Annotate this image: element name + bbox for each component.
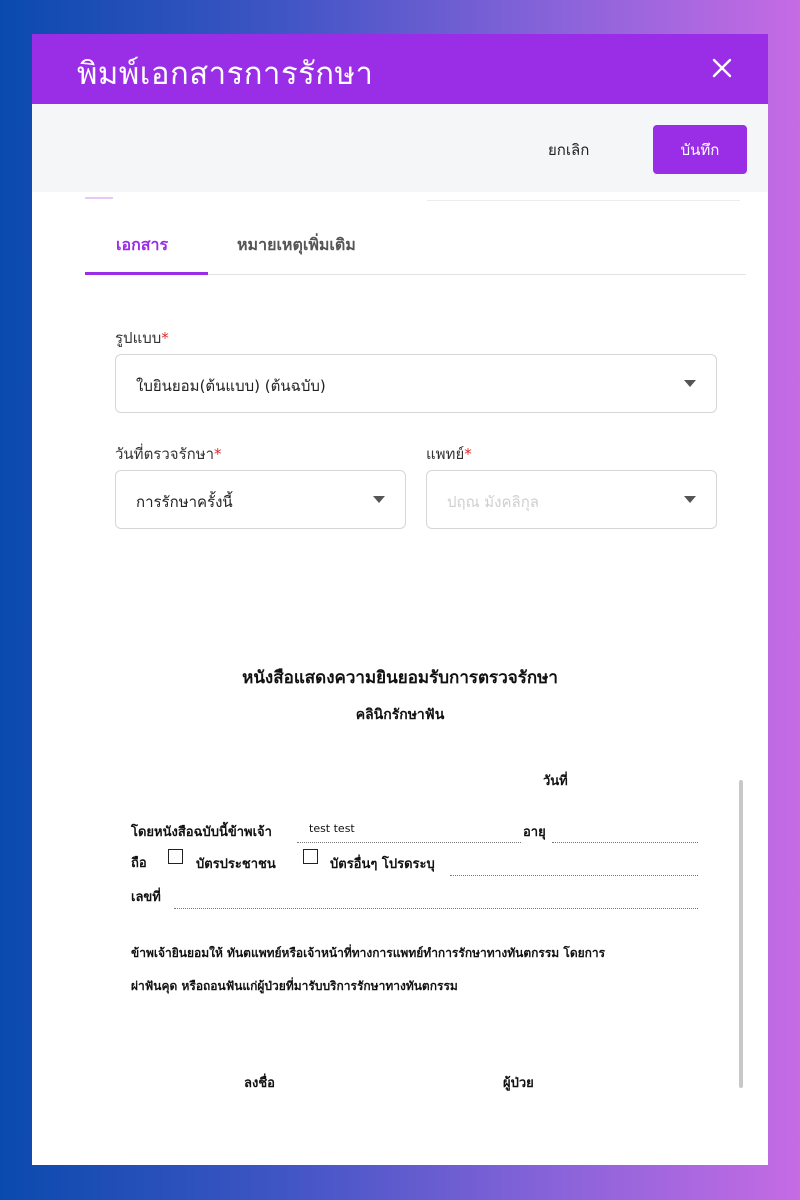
format-select[interactable] xyxy=(115,354,717,413)
other-card-checkbox[interactable] xyxy=(303,849,318,864)
other-card-line xyxy=(450,875,698,876)
chevron-down-icon xyxy=(684,496,696,503)
preview-scrollbar[interactable] xyxy=(739,780,743,1088)
tab-documents[interactable]: เอกสาร xyxy=(116,235,169,254)
patient-label: ผู้ป่วย xyxy=(503,1076,534,1091)
format-label xyxy=(115,326,169,350)
chevron-down-icon xyxy=(373,496,385,503)
required-mark: * xyxy=(464,445,472,463)
doctor-select-placeholder: ปฤณ มังคลิกุล xyxy=(447,493,539,511)
active-tab-indicator xyxy=(85,272,208,275)
sign-label: ลงชื่อ xyxy=(244,1076,275,1091)
dialog-header xyxy=(32,34,768,104)
number-label: เลขที่ xyxy=(131,890,161,905)
dialog-title: พิมพ์เอกสารการรักษา xyxy=(77,56,374,92)
divider xyxy=(427,200,740,201)
visit-date-select[interactable] xyxy=(115,470,406,529)
print-document-dialog xyxy=(32,34,768,1165)
patient-name-line xyxy=(297,842,521,843)
doctor-label-text: แพทย์ xyxy=(426,445,465,463)
doctor-label xyxy=(426,442,472,466)
age-label: อายุ xyxy=(523,825,546,840)
age-line xyxy=(552,842,698,843)
dialog-toolbar xyxy=(32,104,768,192)
other-card-label: บัตรอื่นๆ โปรดระบุ xyxy=(330,857,435,872)
number-line xyxy=(174,908,698,909)
document-subtitle: คลินิกรักษาฟัน xyxy=(355,707,445,723)
patient-name-value: test test xyxy=(309,822,355,835)
required-mark: * xyxy=(161,329,169,347)
doctor-select[interactable] xyxy=(426,470,717,529)
intro-label: โดยหนังสือฉบับนี้ข้าพเจ้า xyxy=(131,825,272,840)
save-button[interactable]: บันทึก xyxy=(653,125,747,174)
visit-date-label xyxy=(115,442,222,466)
date-label: วันที่ xyxy=(543,774,568,789)
consent-line-1: ข้าพเจ้ายินยอมให้ ทันตแพทย์หรือเจ้าหน้าที่ทางการแพทย์ทำการรักษาทางทันตกรรม โดยการ xyxy=(131,946,606,960)
cancel-button[interactable]: ยกเลิก xyxy=(548,141,590,159)
format-label-text: รูปแบบ xyxy=(115,329,162,347)
close-icon xyxy=(708,54,736,82)
hold-label: ถือ xyxy=(131,856,147,871)
close-button[interactable] xyxy=(708,54,736,82)
format-select-value: ใบยินยอม(ต้นแบบ) (ต้นฉบับ) xyxy=(136,377,326,395)
visit-date-label-text: วันที่ตรวจรักษา xyxy=(115,445,215,463)
tab-bar xyxy=(85,220,746,275)
document-title: หนังสือแสดงความยินยอมรับการตรวจรักษา xyxy=(242,668,558,688)
visit-date-select-value: การรักษาครั้งนี้ xyxy=(136,493,233,511)
chevron-down-icon xyxy=(684,380,696,387)
consent-line-2: ผ่าฟันคุด หรือถอนฟันแก่ผู้ป่วยที่มารับบริการรักษาทางทันตกรรม xyxy=(131,979,458,993)
id-card-checkbox[interactable] xyxy=(168,849,183,864)
id-card-label: บัตรประชาชน xyxy=(196,857,276,872)
divider xyxy=(85,197,113,199)
required-mark: * xyxy=(214,445,222,463)
tab-additional-notes[interactable]: หมายเหตุเพิ่มเติม xyxy=(237,235,356,254)
